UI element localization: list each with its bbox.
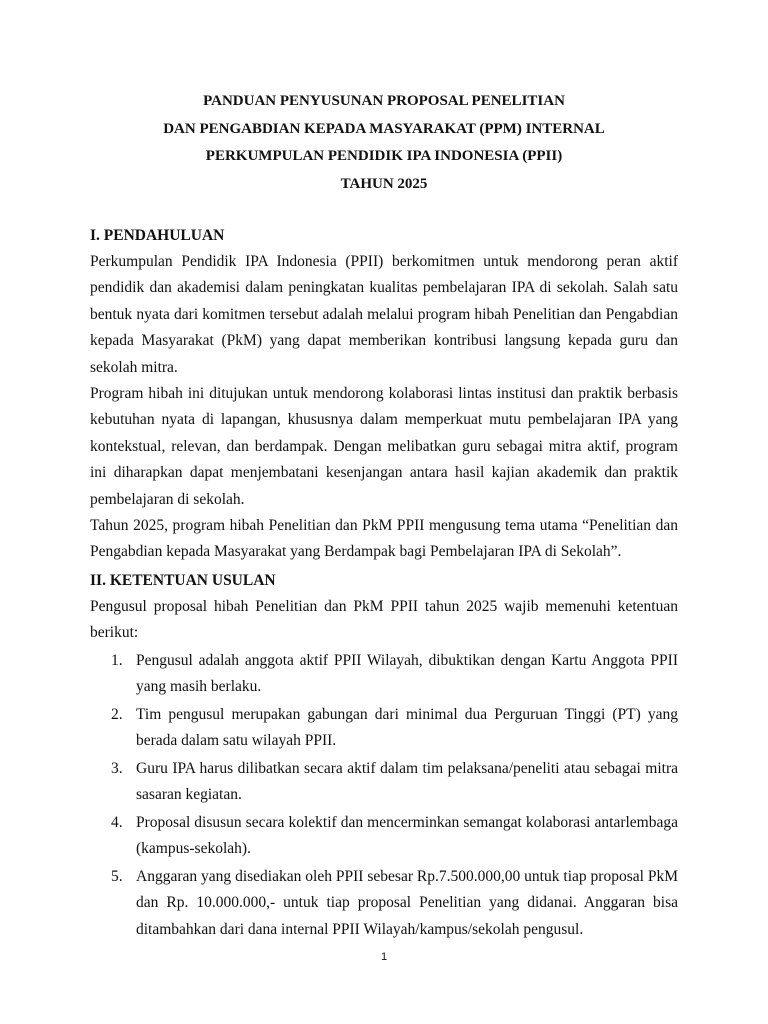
list-item [90,756,678,809]
paragraph: Perkumpulan Pendidik IPA Indonesia (PPII) berkomitmen untuk mendorong peran aktif pendidik dan akademisi dalam peningkatan kualitas pembelajaran IPA di sekolah. Salah satu bentuk nyata dari komitmen tersebut adalah melalui program hibah Penelitian dan Pengabdian kepada Masyarakat (PkM) yang dapat memberikan kontribusi langsung kepada guru dan sekolah mitra. [90,253,678,376]
list-item [90,648,678,701]
list-item-text: Tim pengusul merupakan gabungan dari minimal dua Perguruan Tinggi (PT) yang berada dalam satu wilayah PPII. [136,705,678,750]
list-item [90,702,678,755]
list-item [90,864,678,944]
title-line-1: PANDUAN PENYUSUNAN PROPOSAL PENELITIAN [203,93,565,109]
document-title [90,88,678,198]
paragraph: Program hibah ini ditujukan untuk mendorong kolaborasi lintas institusi dan praktik berbasis kebutuhan nyata di lapangan, khususnya dalam memperkuat mutu pembelajaran IPA yang kontekstual, relevan, dan berdampak. Dengan melibatkan guru sebagai mitra aktif, program ini diharapkan dapat menjembatani kesenjangan antara hasil kajian akademik dan praktik pembelajaran di sekolah. [90,385,678,508]
list-item-text: Pengusul adalah anggota aktif PPII Wilayah, dibuktikan dengan Kartu Anggota PPII yang masih berlaku. [136,651,678,696]
section-heading-pendahuluan: I. PENDAHULUAN [90,227,225,244]
list-item-number: 3. [111,759,123,777]
list-item-number: 4. [111,813,123,831]
page-number: 1 [380,951,388,963]
list-item-text: Guru IPA harus dilibatkan secara aktif dalam tim pelaksana/peneliti atau sebagai mitra sasaran kegiatan. [136,759,678,804]
section-heading-ketentuan-usulan: II. KETENTUAN USULAN [90,571,276,589]
title-line-2: DAN PENGABDIAN KEPADA MASYARAKAT (PPM) INTERNAL [163,120,605,137]
list-item-number: 2. [111,705,123,723]
requirements-list [90,648,678,944]
document-body [90,222,678,944]
list-item-text: Anggaran yang disediakan oleh PPII sebesar Rp.7.500.000,00 untuk tiap proposal PkM dan Rp. 10.000.000,- untuk tiap proposal Penelitian yang didanai. Anggaran bisa ditambahkan dari dana internal PPII Wilayah/kampus/sekolah pengusul. [136,867,678,938]
title-line-4: TAHUN 2025 [340,175,428,192]
list-item-number: 5. [111,867,123,885]
paragraph: Tahun 2025, program hibah Penelitian dan PkM PPII mengusung tema utama “Penelitian dan Pengabdian kepada Masyarakat yang Berdampak bagi Pembelajaran IPA di Sekolah”. [90,517,678,561]
list-item [90,810,678,863]
list-intro: Pengusul proposal hibah Penelitian dan PkM PPII tahun 2025 wajib memenuhi ketentuan berikut: [90,597,678,642]
title-line-3: PERKUMPULAN PENDIDIK IPA INDONESIA (PPII) [205,148,563,164]
list-item-number: 1. [111,651,123,669]
list-item-text: Proposal disusun secara kolektif dan mencerminkan semangat kolaborasi antarlembaga (kampus-sekolah). [136,813,678,858]
